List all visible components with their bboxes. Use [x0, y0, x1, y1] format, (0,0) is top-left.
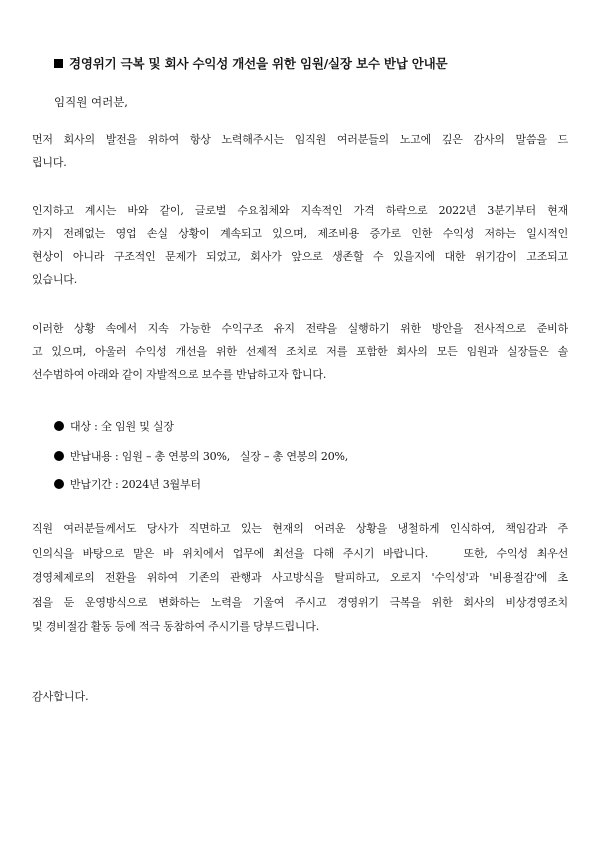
- paragraph-line: 인지하고 계시는 바와 같이, 글로벌 수요침체와 지속적인 가격 하락으로 2022년 3분기부터 현재: [32, 204, 568, 217]
- paragraph-line: 직원 여러분들께서도 당사가 직면하고 있는 현재의 어려운 상황을 냉철하게 인식하여, 책임감과 주: [32, 522, 568, 535]
- paragraph-1: [32, 128, 568, 174]
- closing-text: 감사합니다.: [32, 690, 89, 703]
- paragraph-line: 이러한 상황 속에서 지속 가능한 수익구조 유지 전략을 실행하기 위한 방안을 전사적으로 준비하: [32, 322, 568, 335]
- bullet-item-return-content: [54, 448, 348, 464]
- document-title-text: 경영위기 극복 및 회사 수익성 개선을 위한 임원/실장 보수 반납 안내문: [69, 56, 448, 71]
- paragraph-line: 현상이 아니라 구조적인 문제가 되었고, 회사가 앞으로 생존할 수 있을지에 대한 위기감이 고조되고: [32, 250, 568, 263]
- paragraph-line: 경영체제로의 전환을 위하여 기존의 관행과 사고방식을 탈피하고, 오로지 '수익성'과 '비용절감'에 초: [32, 571, 568, 584]
- paragraph-line: 있습니다.: [32, 273, 78, 286]
- bullet-item-target: [54, 418, 174, 434]
- black-circle-icon: [54, 479, 64, 489]
- paragraph-3: [32, 317, 568, 386]
- bullet-text: 반납내용 : 임원 – 총 연봉의 30%, 실장 – 총 연봉의 20%,: [70, 450, 349, 463]
- paragraph-line: 립니다.: [32, 156, 67, 169]
- paragraph-2: [32, 199, 568, 291]
- bullet-text: 반납기간 : 2024년 3월부터: [70, 478, 201, 491]
- black-circle-icon: [54, 421, 64, 431]
- paragraph-line: 선수범하여 아래와 같이 자발적으로 보수를 반납하고자 합니다.: [32, 368, 327, 381]
- black-square-icon: [54, 59, 63, 68]
- paragraph-line: 고 있으며, 아울러 수익성 개선을 위한 선제적 조치로 저를 포함한 회사의 모든 임원과 실장들은 솔: [32, 345, 568, 358]
- bullet-item-return-period: [54, 476, 201, 492]
- document-title: [54, 54, 564, 72]
- paragraph-line: 점을 둔 운영방식으로 변화하는 노력을 기울여 주시고 경영위기 극복을 위한 회사의 비상경영조치: [32, 595, 568, 609]
- paragraph-line: 인의식을 바탕으로 맡은 바 위치에서 업무에 최선을 다해 주시기 바랍니다. 또한, 수익성 최우선: [32, 546, 568, 560]
- salutation: 임직원 여러분,: [54, 95, 128, 109]
- black-circle-icon: [54, 451, 64, 461]
- paragraph-line: 까지 전례없는 영업 손실 상황이 계속되고 있으며, 제조비용 증가로 인한 수익성 저하는 일시적인: [32, 227, 568, 240]
- paragraph-line: 먼저 회사의 발전을 위하여 항상 노력해주시는 임직원 여러분들의 노고에 깊은 감사의 말씀을 드: [32, 133, 568, 146]
- paragraph-4: [32, 517, 568, 640]
- paragraph-line: 및 경비절감 활동 등에 적극 동참하여 주시기를 당부드립니다.: [32, 620, 320, 633]
- bullet-text: 대상 : 全 임원 및 실장: [70, 420, 174, 433]
